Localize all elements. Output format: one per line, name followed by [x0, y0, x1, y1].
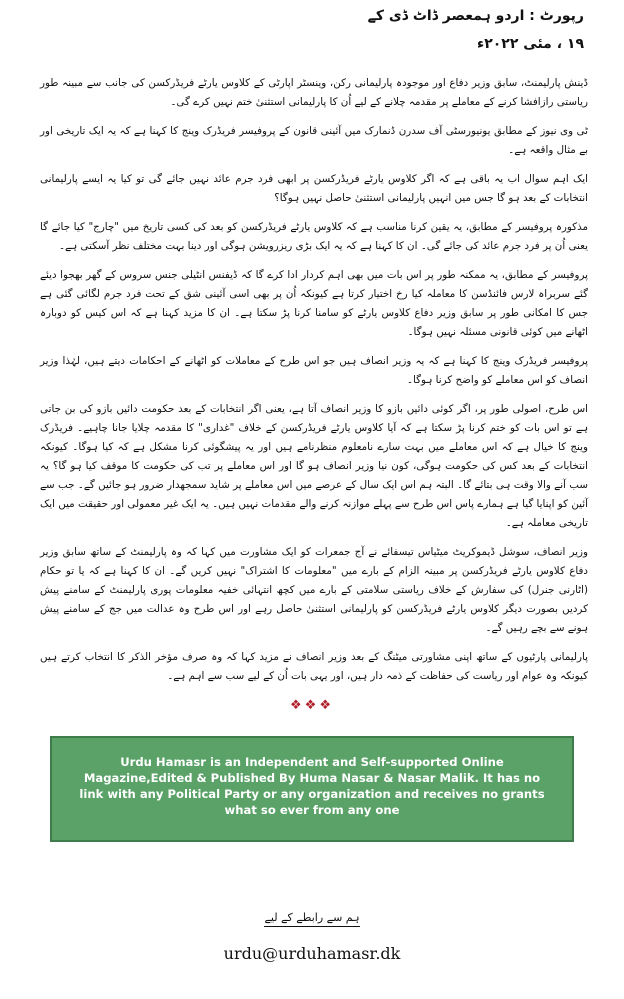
article-paragraph: ٹی وی نیوز کے مطابق یونیورسٹی آف سدرن ڈنمارک میں آئینی قانون کے پروفیسر فریڈرک وینج کا کہنا ہے کہ یہ ایک تاریخی اور بے مثال واقعہ ہے۔: [40, 125, 588, 156]
contact-label-text: ہم سے رابطے کے لیے: [264, 911, 359, 927]
article-paragraph: وزیر انصاف، سوشل ڈیموکریٹ میٹیاس تیسفائے نے آج جمعرات کو ایک مشاورت میں کہا کہ وہ پارلیمنٹ کے ساتھ سابق وزیر دفاع کلاوس یارٹے فریڈرکسن پر مبینہ الزام کے بارے میں "معلومات کا اشتراک" نہیں کریں گے۔ ان کا کہنا ہے کہ یا تو حکام (اٹارنی جنرل) کی سفارش کے خلاف ریاستی سلامتی کے بارے میں کچھ انتہائی خفیہ معلومات پوری پارلیمنٹ کے سامنے پیش کردیں بصورت دیگر کلاوس یارٹے فریڈرکسن کو پارلیمانی استثنیٰ حاصل رہے اور اس طرح وہ عدالت میں جج کے سامنے پیش ہونے سے بچے رہیں گے۔: [40, 546, 588, 634]
article-paragraph: پارلیمانی پارٹیوں کے ساتھ اپنی مشاورتی میٹنگ کے بعد وزیر انصاف نے مزید کہا کہ وہ صرف مؤخر الذکر کا انتخاب کرتے ہیں کیونکہ وہ عوام اور ریاست کی حفاظت کے ذمہ دار ہیں، اور یہی بات اُن کے لیے سب سے اہم ہے۔: [40, 651, 588, 682]
report-date: ۱۹ ، مئی ۲۰۲۲ء: [477, 36, 584, 52]
contact-label: [0, 911, 624, 924]
article-paragraph: پروفیسر کے مطابق، یہ ممکنہ طور پر اس بات میں بھی اہم کردار ادا کرے گا کہ ڈیفنس انٹیلی جنس سروس کے گھر بھجوا دیئے گئے سربراہ لارس فائنڈسن کا معاملہ کیا رخ اختیار کرتا ہے کیونکہ اُن پر بھی اسی آئینی شق کے تحت فرد جرم لگائی گئی ہے جس کا امکانی طور پر سابق وزیر دفاع کلاوس یارٹے کو سامنا کرنا پڑ سکتا ہے۔ ان کا مزید کہنا ہے کہ اس کیس کو دوبارہ اٹھانے میں کوئی قانونی مسئلہ نہیں ہوگا۔: [40, 269, 588, 338]
contact-email-link[interactable]: urdu@urduhamasr.dk: [223, 944, 401, 963]
decorative-ornament-icon: ❖❖❖: [290, 698, 334, 713]
article-paragraph: ایک اہم سوال اب یہ باقی ہے کہ اگر کلاوس یارٹے فریڈرکسن پر ابھی فرد جرم عائد نہیں جائے گی تو کیا یہ ایسے پارلیمانی انتخابات کے بعد ہو گا جس میں انہیں پارلیمانی استثنیٰ حاصل نہیں ہوگا؟: [40, 173, 588, 204]
report-source: رپورٹ : اردو ہمعصر ڈاٹ ڈی کے: [367, 8, 584, 24]
article-body: [40, 74, 588, 696]
disclaimer-banner: [50, 736, 574, 842]
article-paragraph: مذکورہ پروفیسر کے مطابق، یہ یقین کرنا مناسب ہے کہ کلاوس یارٹے فریڈرکسن کو بعد کی کسی تاریخ میں "چارج" کیا جائے گا یعنی اُن پر فرد جرم عائد کی جائے گی۔ ان کا کہنا ہے کہ یہ ایک بڑی ریزرویشن ہوگی اور دینا بہت مختلف نظر آسکتی ہے۔: [40, 221, 588, 252]
article-paragraph: اس طرح، اصولی طور پر، اگر کوئی دائیں بازو کا وزیر انصاف آتا ہے، یعنی اگر انتخابات کے بعد حکومت دائیں بازو کی بن جاتی ہے تو اس بات کو ختم کرنا پڑ سکتا ہے کہ آیا کلاوس یارٹے فریڈرکسن کے خلاف "غداری" کا مقدمہ چلایا جانا چاہیے۔ فریڈرک وینج کا خیال ہے کہ اس معاملے میں بہت سارے نامعلوم منظرنامے ہیں اور یہ پیشگوئی کرنا مشکل ہے کہ کیا ہوگا۔ کیونکہ انتخابات کے بعد کس کی حکومت ہوگی، کون نیا وزیر انصاف ہو گا اور اس معاملے پر تب کی حکومت کا موقف کیا ہو گا؟ یہ سب آنے والا وقت ہی بتائے گا۔ البتہ ہم اس ایک سال کے عرصے میں اس معاملے پر شاید سمجھدار ضرور ہو جائیں گے۔ جب سے آئین کو اپنایا گیا ہے ہمارے پاس اس طرح سے پہلے موازنہ کرنے والے مقدمات نہیں ہیں۔ یہ ایک غیر معمولی اور حقیقت میں ایک تاریخی معاملہ ہے۔: [40, 403, 588, 529]
report-header: [24, 8, 584, 52]
article-paragraph: ڈینش پارلیمنٹ، سابق وزیر دفاع اور موجودہ پارلیمانی رکن، وینسٹر اپارٹی کے کلاوس یارٹے فریڈرکسن کی جانب سے مبینہ طور ریاستی رازافشا کرنے کے معاملے پر مقدمہ چلانے کے لیے اُن کا پارلیمانی استثنیٰ ختم نہیں کرے گی۔: [40, 77, 588, 108]
disclaimer-text: Urdu Hamasr is an Independent and Self-supported Online Magazine,Edited & Published By Huma Nasar & Nasar Malik. It has no link with any Political Party or any organization and receives no grants what so ever from any one: [79, 755, 545, 817]
article-paragraph: پروفیسر فریڈرک وینج کا کہنا ہے کہ یہ وزیر انصاف ہیں جو اس طرح کے معاملات کو اٹھانے کے احکامات دیتے ہیں، لہٰذا وزیر انصاف کو اس معاملے کو واضح کرنا ہوگا۔: [40, 355, 588, 386]
